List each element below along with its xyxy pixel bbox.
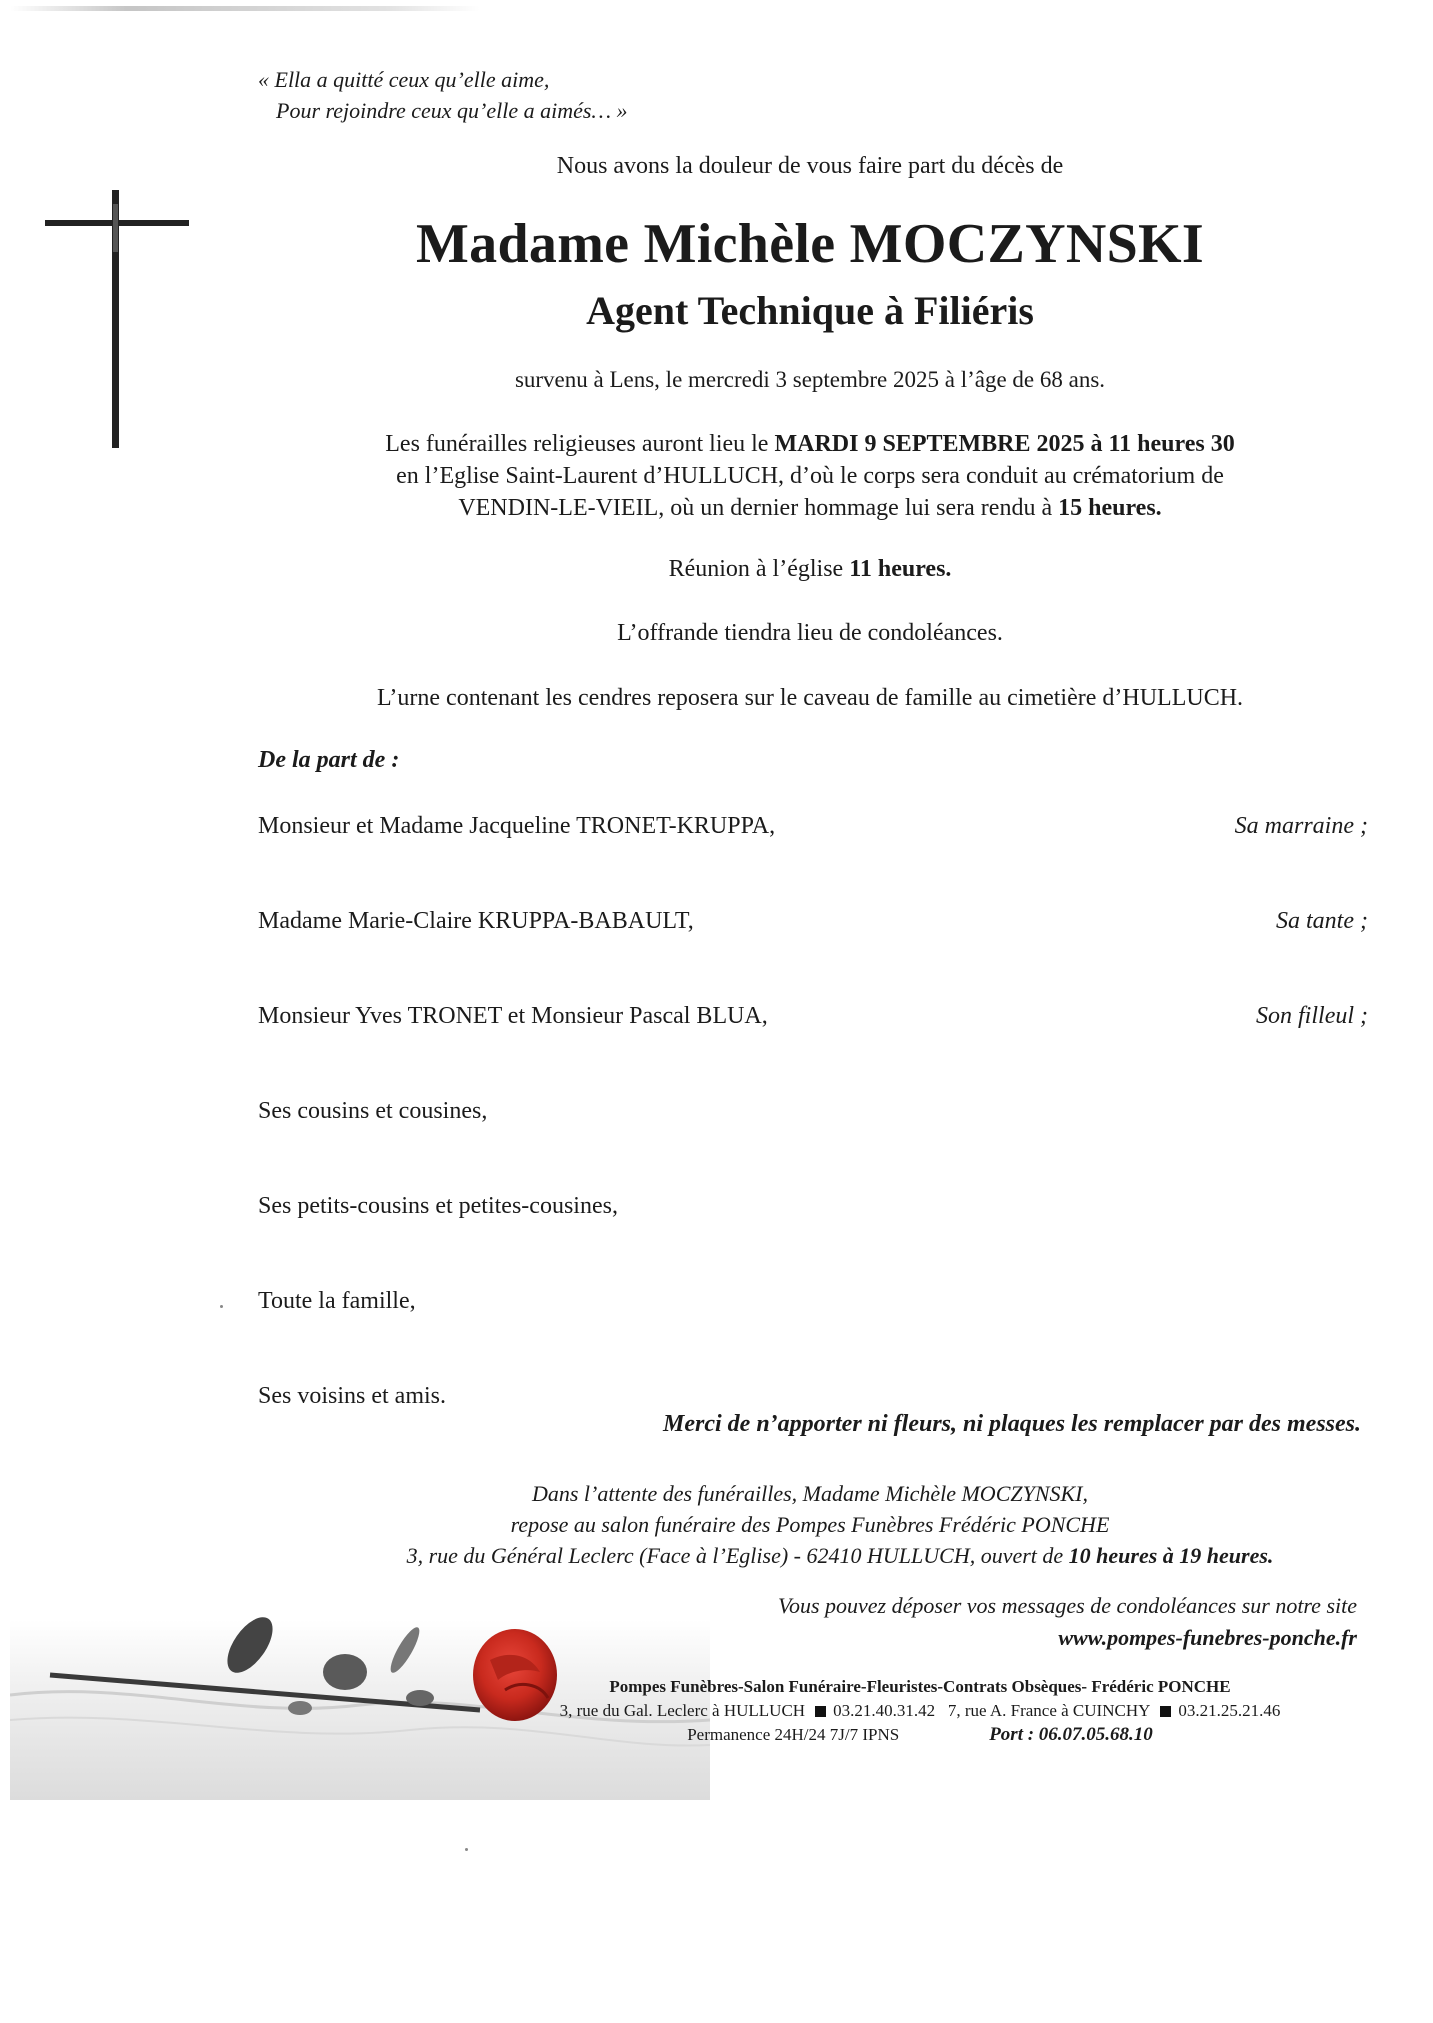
family-row [258,1383,1368,1410]
attente-line-1: Dans l’attente des funérailles, Madame Michèle MOCZYNSKI, [531,1481,1089,1506]
reunion-label: Réunion à l’église [668,556,850,582]
family-name: Toute la famille, [258,1288,416,1314]
phone-icon [815,1706,826,1717]
quote-line-1: « Ella a quitté ceux qu’elle aime, [258,67,550,92]
hommage-time: 15 heures. [1058,495,1162,521]
family-row [258,1098,1368,1125]
offrande-text: L’offrande tiendra lieu de condoléances. [617,620,1003,646]
quote-line-2: Pour rejoindre ceux qu’elle a aimés… » [276,98,628,123]
family-name: Ses petits-cousins et petites-cousines, [258,1193,618,1219]
family-relation: Sa tante ; [1276,908,1368,934]
phone-icon [1160,1706,1171,1717]
reunion-time: 11 heures. [849,556,952,582]
from-title: De la part de : [258,747,400,773]
family-name: Ses voisins et amis. [258,1383,447,1409]
merci-notice: Merci de n’apporter ni fleurs, ni plaques les remplacer par des messes. [663,1411,1361,1437]
scan-speck [465,1848,468,1851]
funeral-line-2: en l’Eglise Saint-Laurent d’HULLUCH, d’où le corps sera conduit au crématorium de [396,463,1224,489]
funeral-date: MARDI 9 SEPTEMBRE 2025 à 11 heures 30 [774,431,1235,457]
deceased-name: Madame Michèle MOCZYNSKI [416,213,1204,275]
family-name: Ses cousins et cousines, [258,1098,488,1124]
funeral-line-1a: Les funérailles religieuses auront lieu le [385,431,775,457]
funeral-details [160,428,1433,524]
family-relation: Sa marraine ; [1234,813,1368,839]
opening-hours: 10 heures à 19 heures. [1068,1543,1274,1568]
permanence-row [540,1723,1300,1747]
scan-edge-line [10,6,480,11]
family-name: Monsieur Yves TRONET et Monsieur Pascal BLUA, [258,1003,768,1029]
deceased-role: Agent Technique à Filiéris [586,288,1034,333]
family-row [258,1288,1368,1315]
phone-hulluch: 03.21.40.31.42 [833,1701,936,1720]
funeral-line-3a: VENDIN-LE-VIEIL, où un dernier hommage lui sera rendu à [458,495,1059,521]
address-hulluch: 3, rue du Gal. Leclerc à HULLUCH [559,1701,806,1720]
scan-speck [220,1305,223,1308]
attente-line-3: 3, rue du Général Leclerc (Face à l’Eglise) - 62410 HULLUCH, ouvert de [406,1543,1069,1568]
condolences-site [778,1590,1357,1654]
site-text: Vous pouvez déposer vos messages de condoléances sur notre site [777,1593,1357,1618]
address-row [540,1699,1300,1723]
urne-text: L’urne contenant les cendres reposera sur le caveau de famille au cimetière d’HULLUCH. [376,685,1244,711]
reunion-text [160,556,1433,583]
family-row [258,908,1368,935]
mobile-phone: Port : 06.07.05.68.10 [989,1724,1153,1745]
address-cuinchy: 7, rue A. France à CUINCHY [947,1701,1151,1720]
site-url[interactable]: www.pompes-funebres-ponche.fr [1058,1625,1357,1650]
attente-notice [160,1478,1433,1571]
company-name: Pompes Funèbres-Salon Funéraire-Fleuristes-Contrats Obsèques- Frédéric PONCHE [609,1677,1231,1696]
family-name: Monsieur et Madame Jacqueline TRONET-KRUPPA, [258,813,776,839]
family-row [258,813,1368,840]
family-row [258,1193,1368,1220]
phone-cuinchy: 03.21.25.21.46 [1178,1701,1281,1720]
death-notice: survenu à Lens, le mercredi 3 septembre 2025 à l’âge de 68 ans. [514,367,1106,392]
family-name: Madame Marie-Claire KRUPPA-BABAULT, [258,908,694,934]
family-row [258,1003,1368,1030]
intro-text: Nous avons la douleur de vous faire part du décès de [556,153,1064,179]
permanence: Permanence 24H/24 7J/7 IPNS [687,1725,900,1744]
funeral-home-footer [540,1675,1300,1747]
epitaph-quote [258,64,628,126]
attente-line-2: repose au salon funéraire des Pompes Funèbres Frédéric PONCHE [510,1512,1110,1537]
family-relation: Son filleul ; [1256,1003,1368,1029]
